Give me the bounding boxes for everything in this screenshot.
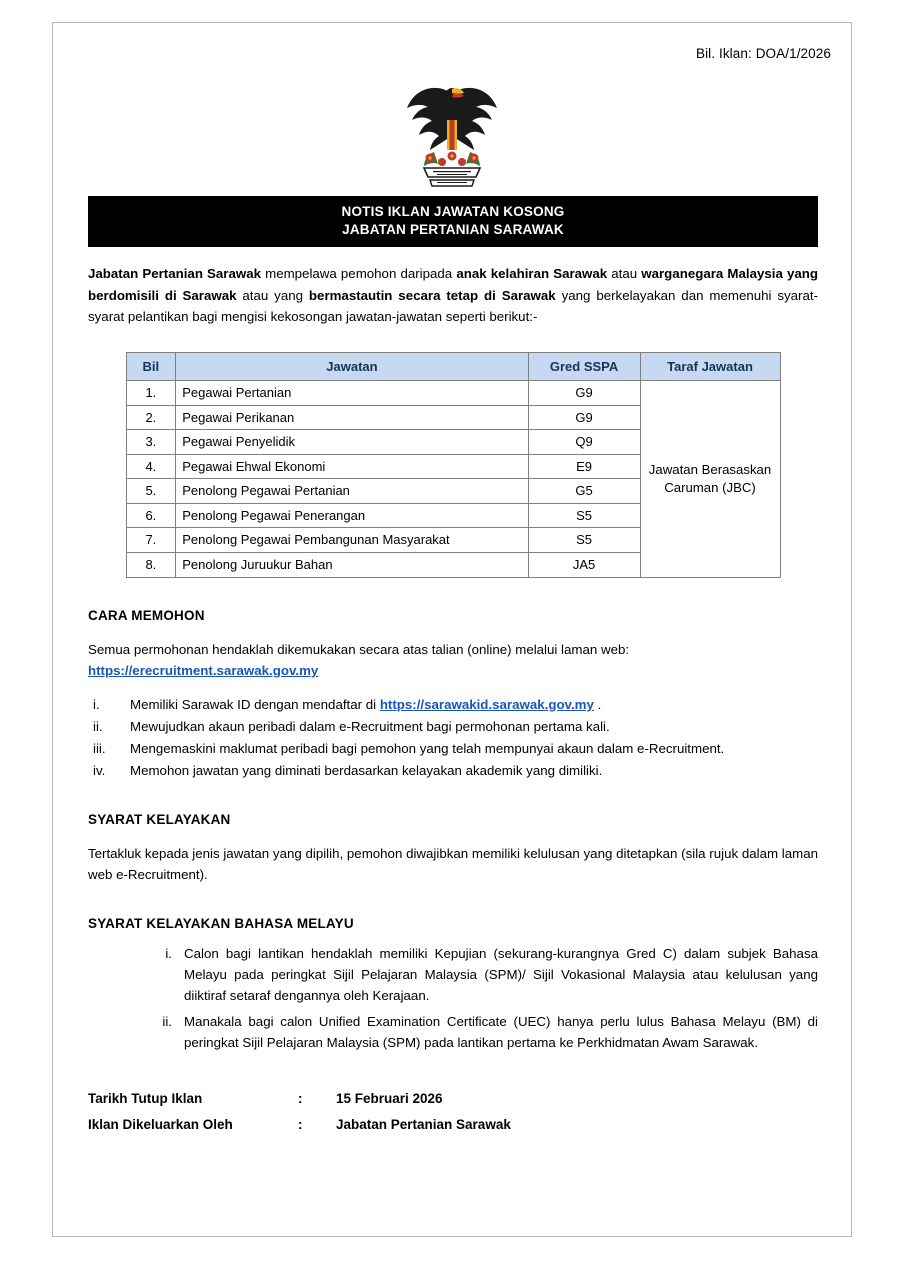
cell-jawatan: Penolong Pegawai Pembangunan Masyarakat: [176, 528, 528, 553]
intro-text-2: atau: [607, 266, 642, 281]
list-item: [88, 716, 818, 737]
cell-jawatan: Penolong Juruukur Bahan: [176, 552, 528, 577]
list-item-text: Manakala bagi calon Unified Examination Certificate (UEC) hanya perlu lulus Bahasa Melayu (BM) di peringkat Sijil Pelajaran Malaysia (SPM) pada lantikan pertama ke Perkhidmatan Awam Sarawak.: [184, 1013, 818, 1050]
cell-gred: G5: [528, 479, 640, 504]
notice-sheet: [52, 22, 852, 1237]
list-item-number: iii.: [93, 741, 106, 757]
intro-text-4: yang berkelayakan dan memenuhi syarat-syarat pelantikan bagi mengisi kekosongan jawatan-jawatan seperti berikut:-: [88, 287, 819, 325]
cell-jawatan: Pegawai Pertanian: [176, 381, 528, 406]
list-item-number: ii.: [93, 718, 103, 734]
notice-title-banner: [88, 196, 818, 247]
intro-bold-4: bermastautin secara tetap di Sarawak: [308, 287, 556, 303]
table-row: [126, 381, 780, 406]
list-item-text: Calon bagi lantikan hendaklah memiliki Kepujian (sekurang-kurangnya Gred C) dalam subjek Bahasa Melayu pada peringkat Sijil Pelajaran Malaysia (SPM)/ Sijil Vokasional Malaysia atau kelulusan yang diiktiraf setaraf dengannya oleh Kerajaan.: [184, 945, 818, 1004]
syarat-bahasa-melayu-list: [138, 943, 818, 1053]
cell-bil: 5.: [126, 479, 176, 504]
cell-bil: 6.: [126, 503, 176, 528]
cell-jawatan: Pegawai Penyelidik: [176, 430, 528, 455]
cell-gred: JA5: [528, 552, 640, 577]
list-item-text-post: .: [593, 696, 602, 712]
syarat-kelayakan-text: Tertakluk kepada jenis jawatan yang dipilih, pemohon diwajibkan memiliki kelulusan yang ditetapkan (sila rujuk dalam laman web e-Recruitment).: [88, 845, 818, 883]
vacancy-table: [126, 352, 781, 578]
advertisement-number: Bil. Iklan: DOA/1/2026: [695, 46, 831, 61]
list-item: [88, 760, 818, 781]
intro-bold-2: anak kelahiran Sarawak: [456, 266, 608, 281]
section-heading-cara-memohon: CARA MEMOHON: [88, 607, 205, 623]
section-heading-syarat-bahasa-melayu: SYARAT KELAYAKAN BAHASA MELAYU: [88, 915, 354, 931]
table-header-taraf: Taraf Jawatan: [640, 352, 780, 381]
intro-text-1: mempelawa pemohon daripada: [261, 266, 457, 281]
cell-taraf-jawatan: Jawatan Berasaskan Caruman (JBC): [640, 381, 780, 577]
cara-memohon-list: [88, 694, 818, 782]
cell-jawatan: Penolong Pegawai Pertanian: [176, 479, 528, 504]
intro-bold-3: warganegara Malaysia yang berdomisili di Sarawak: [88, 266, 818, 303]
footer-label-oleh: Iklan Dikeluarkan Oleh: [88, 1116, 233, 1132]
intro-paragraph: [88, 263, 818, 328]
table-header-bil: Bil: [126, 352, 176, 381]
footer-colon-1: :: [298, 1091, 303, 1107]
footer-colon-2: :: [298, 1116, 303, 1132]
cell-jawatan: Pegawai Ehwal Ekonomi: [176, 454, 528, 479]
crest-container: [53, 78, 851, 195]
cell-bil: 2.: [126, 405, 176, 430]
cell-gred: S5: [528, 528, 640, 553]
cara-memohon-intro: [88, 639, 818, 682]
list-item-number: i.: [93, 696, 100, 712]
table-header-row: [126, 352, 780, 381]
cell-bil: 7.: [126, 528, 176, 553]
cell-bil: 4.: [126, 454, 176, 479]
footer-row-oleh: [88, 1113, 511, 1139]
section-heading-syarat-kelayakan: SYARAT KELAYAKAN: [88, 811, 231, 827]
list-item: [138, 1011, 818, 1054]
cell-gred: Q9: [528, 430, 640, 455]
cell-gred: E9: [528, 454, 640, 479]
list-item: [138, 943, 818, 1007]
cell-bil: 8.: [126, 552, 176, 577]
list-item: [88, 694, 818, 715]
cell-gred: S5: [528, 503, 640, 528]
cell-gred: G9: [528, 405, 640, 430]
cell-jawatan: Penolong Pegawai Penerangan: [176, 503, 528, 528]
cell-bil: 3.: [126, 430, 176, 455]
list-item-text: Memiliki Sarawak ID dengan mendaftar di: [130, 696, 380, 712]
sarawak-coat-of-arms-icon: [404, 78, 500, 190]
list-item-number: iv.: [93, 763, 106, 779]
list-item-text: Memohon jawatan yang diminati berdasarkan kelayakan akademik yang dimiliki.: [130, 763, 603, 779]
table-header-gred: Gred SSPA: [528, 352, 640, 381]
footer-value-tarikh: 15 Februari 2026: [336, 1091, 443, 1107]
list-item-number: ii.: [162, 1013, 172, 1029]
notice-body: [88, 263, 818, 1138]
list-item: [88, 738, 818, 759]
footer-row-tarikh: [88, 1087, 511, 1113]
intro-text-3: atau yang: [236, 287, 309, 303]
footer-value-oleh: Jabatan Pertanian Sarawak: [336, 1116, 511, 1132]
cell-bil: 1.: [126, 381, 176, 406]
table-header-jawatan: Jawatan: [176, 352, 528, 381]
footer-label-tarikh: Tarikh Tutup Iklan: [88, 1091, 203, 1107]
cara-memohon-intro-text: Semua permohonan hendaklah dikemukakan secara atas talian (online) melalui laman web:: [88, 641, 630, 657]
cell-gred: G9: [528, 381, 640, 406]
banner-line-2: JABATAN PERTANIAN SARAWAK: [342, 222, 564, 238]
list-item-text: Mengemaskini maklumat peribadi bagi pemohon yang telah mempunyai akaun dalam e-Recruitment.: [130, 741, 725, 757]
sarawakid-link[interactable]: https://sarawakid.sarawak.gov.my: [379, 696, 594, 712]
banner-line-1: NOTIS IKLAN JAWATAN KOSONG: [341, 204, 565, 219]
notice-footer: [88, 1087, 818, 1138]
erecruitment-portal-link[interactable]: https://erecruitment.sarawak.gov.my: [88, 663, 319, 679]
intro-bold-1: Jabatan Pertanian Sarawak: [88, 266, 262, 281]
cell-jawatan: Pegawai Perikanan: [176, 405, 528, 430]
list-item-number: i.: [165, 945, 172, 961]
list-item-text: Mewujudkan akaun peribadi dalam e-Recruitment bagi permohonan pertama kali.: [130, 718, 610, 734]
